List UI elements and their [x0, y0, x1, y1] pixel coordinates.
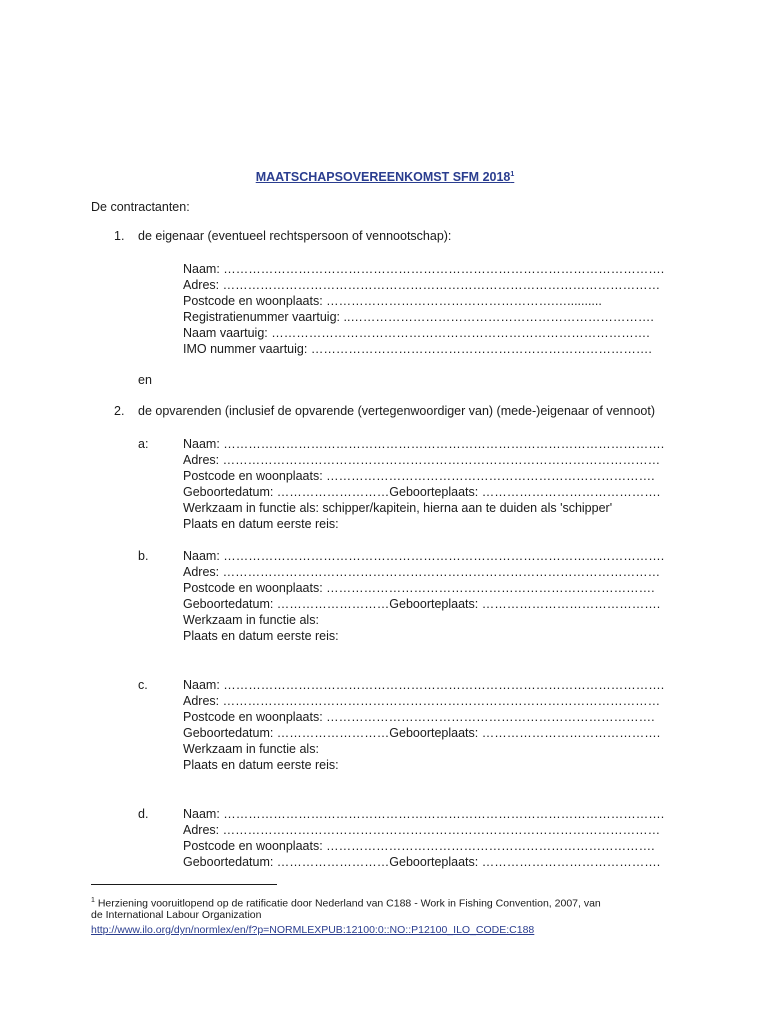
person-c-label: c. — [138, 678, 148, 692]
vessel-name-field: Naam vaartuig: ………………………………………………………………………………. — [183, 326, 650, 340]
document-title — [0, 170, 770, 184]
person-c-address-field: Adres: …………………………………………………………………………………………… — [183, 694, 661, 708]
footnote-link[interactable]: http://www.ilo.org/dyn/normlex/en/f?p=NORMLEXPUB:12100:0::NO::P12100_ILO_CODE:C188 — [91, 924, 535, 936]
footnote-text-line1: Herziening vooruitlopend op de ratificatie door Nederland van C188 - Work in Fishing Convention, 2007, van — [97, 897, 601, 910]
person-d-postcode-field: Postcode en woonplaats: ……………………………………………………………………. — [183, 839, 655, 853]
person-a-address-field: Adres: …………………………………………………………………………………………… — [183, 453, 661, 467]
intro-text: De contractanten: — [91, 200, 190, 214]
section1-heading: de eigenaar (eventueel rechtspersoon of vennootschap): — [138, 229, 452, 243]
person-a-label: a: — [138, 437, 149, 451]
section1-number: 1. — [114, 229, 125, 243]
person-b-postcode-field: Postcode en woonplaats: ……………………………………………………………………. — [183, 581, 655, 595]
vessel-registration-field: Registratienummer vaartuig: ..………………………………………………………………. — [183, 310, 654, 324]
person-d-address-field: Adres: …………………………………………………………………………………………… — [183, 823, 661, 837]
footnote-divider — [91, 884, 277, 885]
person-a-birth-field: Geboortedatum: ………………………Geboorteplaats: ……………………………………. — [183, 485, 661, 499]
person-a-name-field: Naam: ……………………………………………………………………………………………. — [183, 437, 665, 451]
person-a-first-trip-field: Plaats en datum eerste reis: — [183, 517, 339, 531]
person-c-function-field: Werkzaam in functie als: — [183, 742, 319, 756]
person-d-name-field: Naam: ……………………………………………………………………………………………. — [183, 807, 665, 821]
title-text: MAATSCHAPSOVEREENKOMST SFM 2018 — [255, 170, 511, 184]
person-b-function-field: Werkzaam in functie als: — [183, 613, 319, 627]
person-d-label: d. — [138, 807, 149, 821]
owner-postcode-field: Postcode en woonplaats: ……………………………………………….….......... — [183, 294, 602, 308]
section2-heading: de opvarenden (inclusief de opvarende (vertegenwoordiger van) (mede-)eigenaar of vennoot) — [138, 404, 655, 418]
section2-number: 2. — [114, 404, 125, 418]
person-a-postcode-field: Postcode en woonplaats: ……………………………………………………………………. — [183, 469, 655, 483]
person-a-function-field: Werkzaam in functie als: schipper/kapitein, hierna aan te duiden als 'schipper' — [183, 501, 613, 515]
person-b-address-field: Adres: …………………………………………………………………………………………… — [183, 565, 661, 579]
person-b-birth-field: Geboortedatum: ………………………Geboorteplaats: ……………………………………. — [183, 597, 661, 611]
person-c-first-trip-field: Plaats en datum eerste reis: — [183, 758, 339, 772]
person-b-name-field: Naam: ……………………………………………………………………………………………. — [183, 549, 665, 563]
person-b-first-trip-field: Plaats en datum eerste reis: — [183, 629, 339, 643]
person-c-name-field: Naam: ……………………………………………………………………………………………. — [183, 678, 665, 692]
title-footnote-mark: 1 — [510, 170, 515, 178]
person-b-label: b. — [138, 549, 149, 563]
owner-name-field: Naam: ……………………………………………………………………………………………. — [183, 262, 665, 276]
person-d-birth-field: Geboortedatum: ………………………Geboorteplaats: ……………………………………. — [183, 855, 661, 869]
imo-number-field: IMO nummer vaartuig: ………………………………………………………………………. — [183, 342, 652, 356]
person-c-postcode-field: Postcode en woonplaats: ……………………………………………………………………. — [183, 710, 655, 724]
owner-address-field: Adres: …………………………………………………………………………………………… — [183, 278, 661, 292]
footnote-text-line2: de International Labour Organization — [91, 909, 262, 921]
connector-text: en — [138, 373, 152, 387]
person-c-birth-field: Geboortedatum: ………………………Geboorteplaats: ……………………………………. — [183, 726, 661, 740]
footnote-mark: 1 — [91, 897, 95, 904]
